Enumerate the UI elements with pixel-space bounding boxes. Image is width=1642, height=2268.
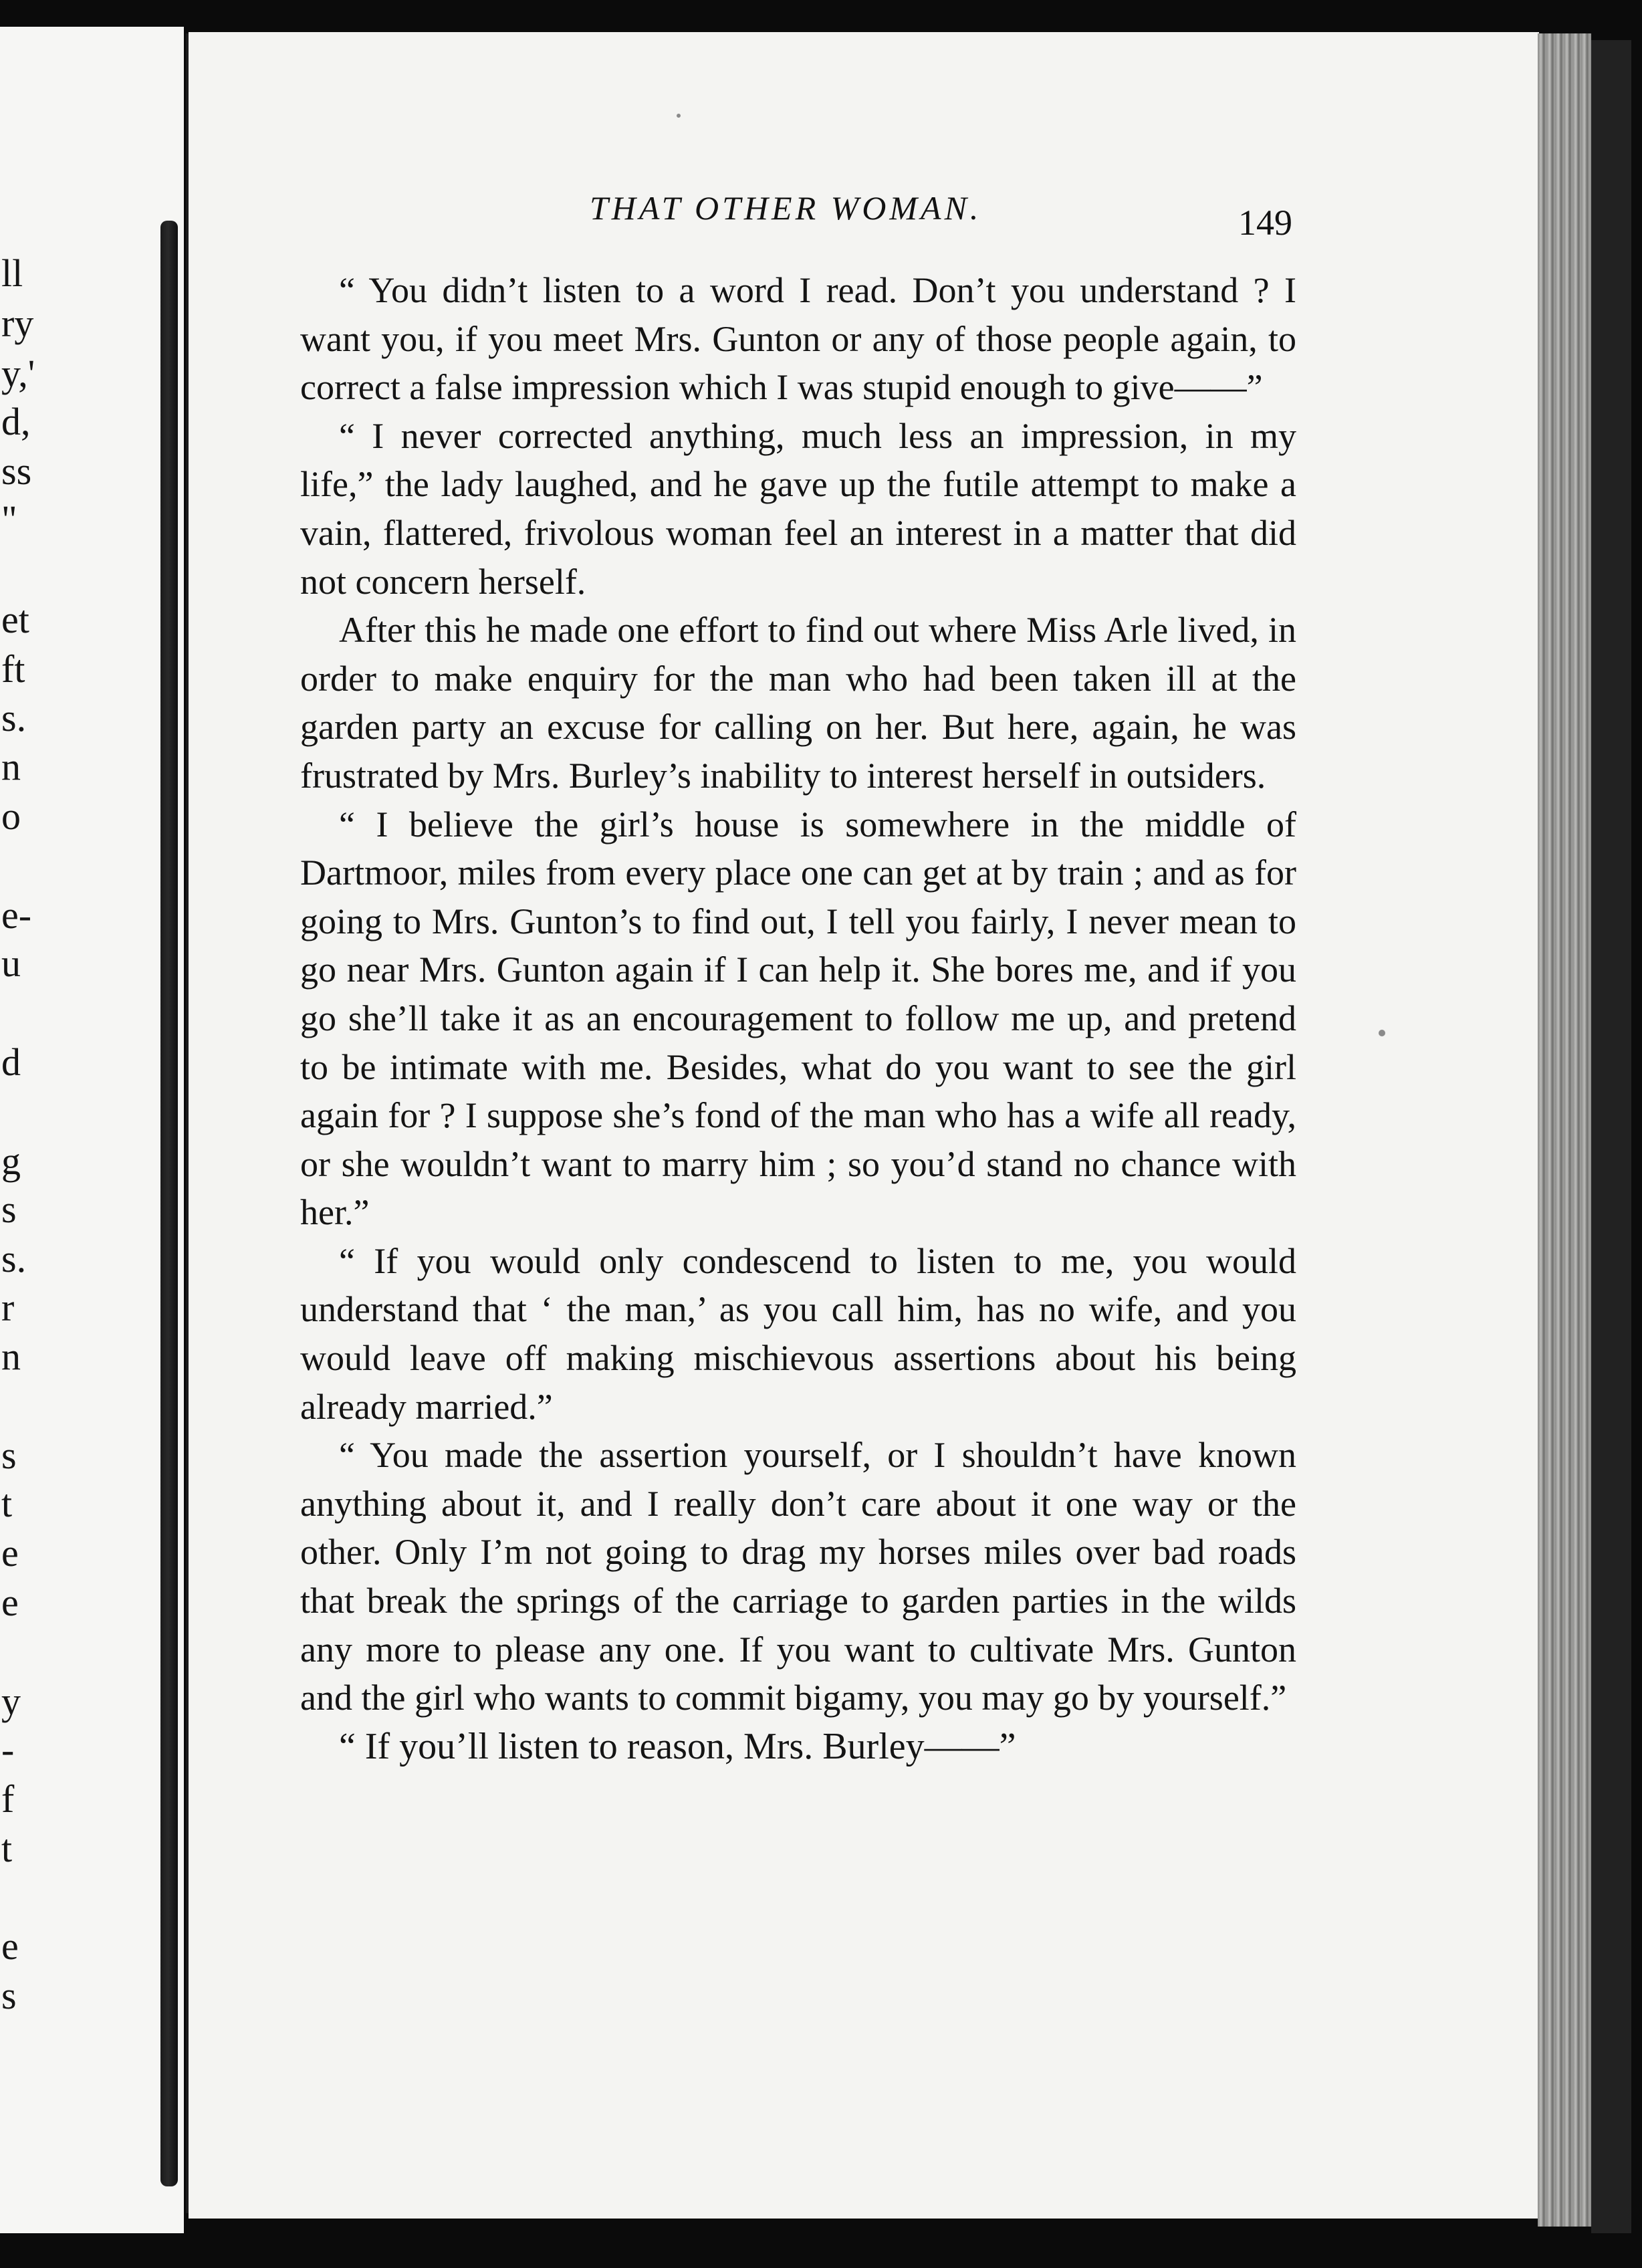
left-fragment: ss <box>1 449 32 493</box>
running-head: THAT OTHER WOMAN. <box>590 189 982 227</box>
paragraph: “ If you’ll listen to reason, Mrs. Burley——” <box>339 1725 1016 1767</box>
paragraph: After this he made one effort to find out where Miss Arle lived, in order to make enquiry for the man who had been taken ill at the garden party an excuse for calling on her. But here, again, he was frustrated by Mrs. Burley’s inability to interest herself in outsiders. <box>300 610 1296 796</box>
page-body <box>300 266 1296 1771</box>
left-fragment: ll <box>1 251 23 295</box>
left-page-text-fragments <box>0 27 184 2233</box>
left-fragment: e <box>1 1531 19 1575</box>
paragraph: “ I never corrected anything, much less an impression, in my life,” the lady laughed, and he gave up the futile attempt to make a vain, flattered, frivolous woman feel an interest in a matter that did not concern herself. <box>300 415 1296 602</box>
left-fragment: e- <box>1 893 32 937</box>
left-fragment: s <box>1 1187 17 1231</box>
left-fragment: n <box>1 745 21 788</box>
book-gutter <box>160 221 178 2186</box>
left-fragment: e <box>1 1581 19 1624</box>
left-fragment: " <box>1 497 17 541</box>
left-fragment: - <box>1 1728 15 1771</box>
left-fragment: d <box>1 1040 21 1084</box>
left-fragment: y,' <box>1 352 35 395</box>
page-number: 149 <box>1238 203 1292 243</box>
left-fragment: s. <box>1 1237 27 1280</box>
scan-speck <box>1379 1030 1385 1036</box>
left-fragment: o <box>1 794 21 838</box>
page-header <box>189 189 1512 242</box>
left-fragment: ft <box>1 647 25 691</box>
left-fragment: g <box>1 1139 21 1183</box>
left-fragment: n <box>1 1335 21 1378</box>
left-fragment: s <box>1 1434 17 1477</box>
paragraph: “ I believe the girl’s house is somewhere in the middle of Dartmoor, miles from every place one can get at by train ; and as for going to Mrs. Gunton’s to find out, I tell you fairly, I never mean to go near Mrs. Gunton again if I can help it. She bores me, and if you go she’ll take it as an encouragement to follow me up, and pretend to be intimate with me. Besides, what do you want to see the girl again for ? I suppose she’s fond of the man who has a wife all ready, or she wouldn’t want to marry him ; so you’d stand no chance with her.” <box>300 804 1296 1233</box>
left-fragment: t <box>1 1827 13 1870</box>
left-fragment: d, <box>1 400 31 443</box>
left-fragment: t <box>1 1482 13 1525</box>
left-fragment: u <box>1 941 21 985</box>
left-fragment: s <box>1 1974 17 2017</box>
left-fragment: r <box>1 1286 15 1329</box>
book-cover-edge <box>1591 40 1631 2233</box>
left-fragment: et <box>1 598 29 641</box>
left-fragment: ry <box>1 302 34 345</box>
left-fragment: s. <box>1 696 27 740</box>
paragraph: “ You made the assertion yourself, or I shouldn’t have known anything about it, and I really don’t care about it one way or the other. Only I’m not going to drag my horses miles over bad roads that break the springs of the carriage to garden parties in the wilds any more to please any one. If you want to cultivate Mrs. Gunton and the girl who wants to commit bigamy, you may go by yourself.” <box>300 1435 1296 1718</box>
left-fragment: y <box>1 1680 21 1723</box>
left-fragment: e <box>1 1924 19 1968</box>
left-page-fragment <box>0 27 184 2233</box>
page-stack-edge <box>1538 33 1591 2227</box>
left-fragment: f <box>1 1777 15 1821</box>
paragraph: “ You didn’t listen to a word I read. Don’t you understand ? I want you, if you meet Mrs. Gunton or any of those people again, to correct a false impression which I was stupid enough to give——” <box>300 270 1296 408</box>
paragraph: “ If you would only condescend to listen to me, you would understand that ‘ the man,’ as you call him, has no wife, and you would leave off making mischievous assertions about his being already married.” <box>300 1240 1296 1427</box>
scan-speck <box>677 114 681 118</box>
